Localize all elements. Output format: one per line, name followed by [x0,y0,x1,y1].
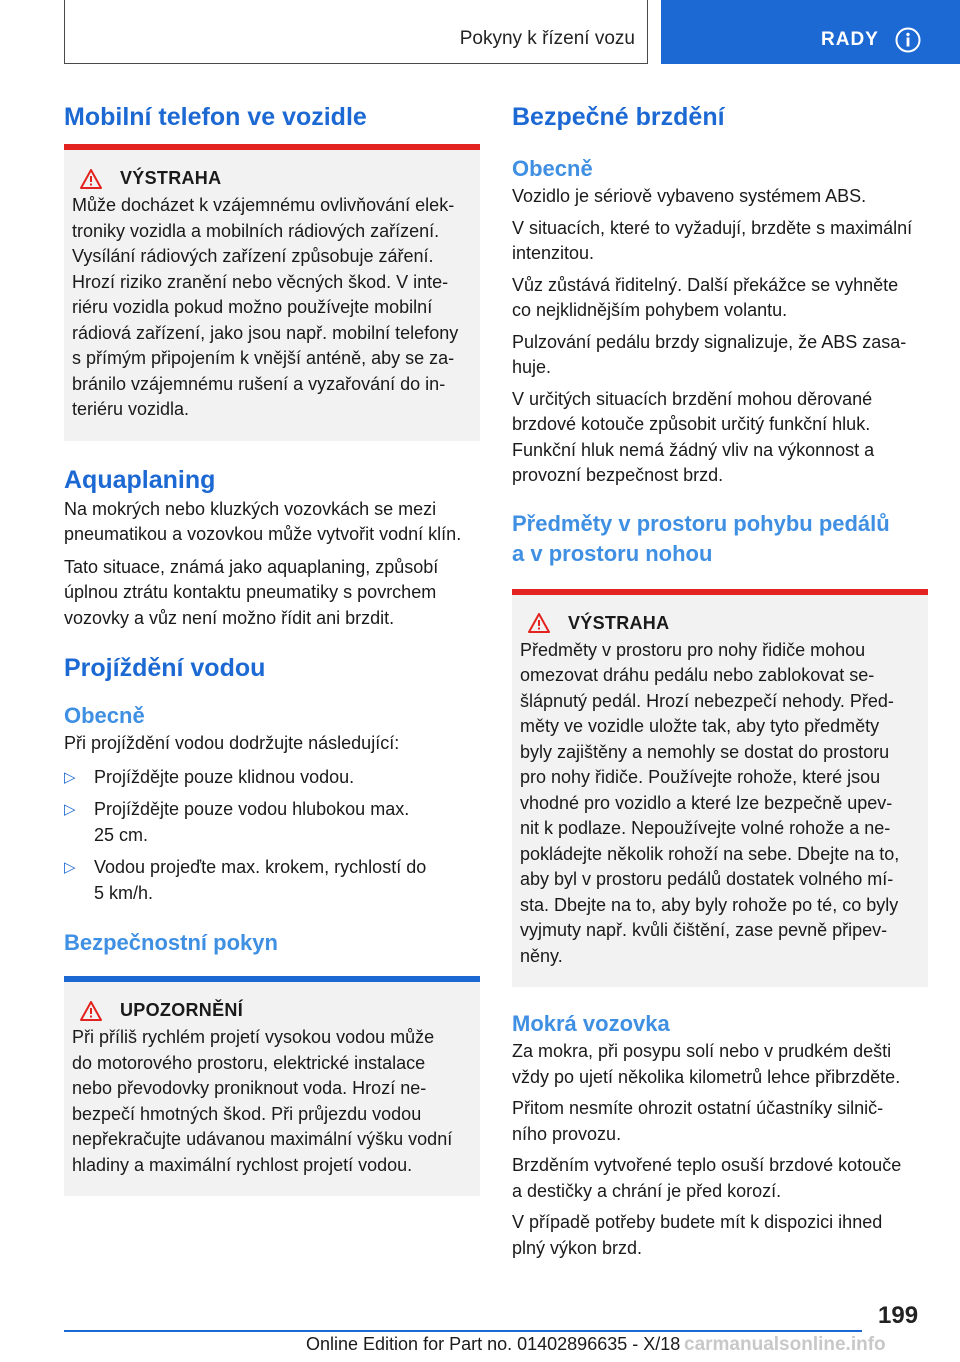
braking-text: Vůz zůstává řiditelný. Další překážce se vyhněte [512,274,899,295]
warning-text-line: Může docházet k vzájemnému ovlivňování elek- [72,195,455,215]
list-item-text: Projíždějte pouze vodou hlubokou max. [94,799,410,819]
water-intro-text: Při projíždění vodou dodržujte následující: [64,733,400,753]
braking-text: Pulzování pedálu brzdy signalizuje, že ABS zasa- [512,331,907,352]
warning-text-line: vhodné pro vozidlo a které lze bezpečně upev- [520,792,893,813]
heading-objects-footwell: Předměty v prostoru pohybu pedálů [512,510,890,536]
wet-road-text: ního provozu. [512,1123,622,1144]
triangle-bullet-icon: ▷ [64,768,76,786]
caution-text-line: hladiny a maximální rychlost projetí vodou. [72,1154,413,1175]
right-column [512,100,928,1261]
wet-road-text: V případě potřeby budete mít k dispozici ihned [512,1212,883,1232]
list-item-text: Projíždějte pouze klidnou vodou. [94,766,355,787]
header-tab-label: RADY [821,29,879,50]
warning-text-line: Předměty v prostoru pro nohy řidiče mohou [520,639,866,660]
braking-text: V určitých situacích brzdění mohou děrované [512,388,873,409]
warning-triangle-icon [80,169,102,189]
warning-text-line: něny. [520,945,563,966]
heading-mobile-phone: Mobilní telefon ve vozidle [64,103,367,131]
triangle-bullet-icon: ▷ [64,801,76,818]
braking-text: V situacích, které to vyžadují, brzděte s maximální [512,217,913,238]
warning-box-mobile [64,144,480,441]
triangle-bullet-icon: ▷ [64,859,76,876]
list-item [64,797,480,848]
caution-text-line: Při příliš rychlém projetí vysokou vodou může [72,1027,435,1047]
warning-text-line: teriéru vozidla. [72,399,190,419]
warning-text-line: pro nohy řidiče. Používejte rohože, které jsou [520,767,881,787]
aquaplaning-text: úplnou ztrátu kontaktu pneumatiky s povrchem [64,582,437,602]
list-item [64,855,480,906]
wet-road-text: vždy po ujetí několika kilometrů lehce přibrzděte. [512,1066,901,1087]
header-tab-rady[interactable] [661,0,960,64]
warning-text-line: Hrozí riziko zranění nebo věcných škod. V inte- [72,271,449,292]
list-item-text: Vodou projeďte max. krokem, rychlostí do [94,857,427,877]
list-item-text: 5 km/h. [94,882,154,903]
warning-text-line: troniky vozidla a mobilních rádiových zařízení. [72,220,440,241]
heading-water-crossing: Projíždění vodou [64,654,266,682]
warning-text-line: šlápnutý pedál. Hrozí nebezpečí nehody. Před- [520,690,894,711]
wet-road-text: Za mokra, při posypu solí nebo v prudkém dešti [512,1041,892,1061]
heading-wet-road: Mokrá vozovka [512,1011,670,1036]
warning-text-line: nit k podlaze. Nepoužívejte volné rohože a ne- [520,818,891,838]
warning-text-line: riéru vozidla pokud možno používejte mobilní [72,297,433,317]
heading-aquaplaning: Aquaplaning [64,465,216,494]
braking-text: provozní bezpečnost brzd. [512,465,724,485]
warning-text-line: pokládejte několik rohoží na sebe. Dbejte na to, [520,843,900,864]
wet-road-text: a destičky a chrání je před korozí. [512,1180,782,1201]
braking-text: Funkční hluk nemá žádný vliv na výkonnost a [512,439,875,460]
warning-text-line: měty ve vozidle uložte tak, aby tyto předměty [520,716,880,736]
warning-text-line: s přímým připojením k vnější anténě, aby se za- [72,348,455,368]
watermark: carmanualsonline.info [684,1334,886,1355]
aquaplaning-text: Tato situace, známá jako aquaplaning, způsobí [64,556,439,577]
caution-text-line: bezpečí hmotných škod. Při průjezdu vodou [72,1103,422,1124]
braking-text: co nejklidnějším pohybem volantu. [512,300,788,320]
warning-box-objects [512,589,928,988]
warning-text-line: Vysílání rádiových zařízení způsobuje záření. [72,246,434,266]
warning-triangle-icon [80,1001,102,1021]
header-section-box [64,0,648,64]
list-item-text: 25 cm. [94,824,149,845]
aquaplaning-text: pneumatikou a vozovkou může vytvořit vodní klín. [64,524,462,544]
footer-divider [64,1330,862,1332]
warning-text-line: byly zajištěny a nemohly se dostat do prostoru [520,741,890,762]
wet-road-text: Brzděním vytvořené teplo osuší brzdové kotouče [512,1155,902,1175]
subheading-general: Obecně [512,156,593,181]
aquaplaning-text: Na mokrých nebo kluzkých vozovkách se mezi [64,498,437,519]
caution-text-line: nebo převodovky proniknout voda. Hrozí ne- [72,1078,427,1098]
wet-road-text: plný výkon brzd. [512,1237,643,1258]
header-section-title: Pokyny k řízení vozu [459,28,635,49]
warning-triangle-icon [528,613,550,633]
warning-text-line: omezovat dráhu pedálu nebo zablokovat se- [520,665,875,685]
braking-text: huje. [512,357,552,377]
heading-safety-note: Bezpečnostní pokyn [64,930,278,955]
wet-road-text: Přitom nesmíte ohrozit ostatní účastníky silnič- [512,1098,884,1118]
warning-text-line: aby byl v prostoru pedálů dostatek volného mí- [520,869,894,889]
list-item [64,765,480,791]
heading-safe-braking: Bezpečné brzdění [512,103,725,131]
caution-text-line: do motorového prostoru, elektrické instalace [72,1052,426,1073]
warning-text-line: sta. Dbejte na to, aby byly rohože po té, co byly [520,894,899,915]
braking-text: intenzitou. [512,243,595,263]
caution-text-line: nepřekračujte udávanou maximální výšku vodní [72,1129,453,1149]
footer-edition: Online Edition for Part no. 01402896635 - X/18 [306,1334,681,1354]
caution-box-water [64,976,480,1196]
left-column [64,100,480,1196]
warning-text-line: rádiová zařízení, jako jsou např. mobilní telefony [72,322,459,343]
heading-objects-footwell: a v prostoru nohou [512,540,713,566]
warning-text-line: vyjmuty např. kvůli čištění, zase pevně připev- [520,920,888,940]
subheading-general: Obecně [64,703,145,728]
warning-title: VÝSTRAHA [568,612,670,633]
page-number: 199 [878,1302,919,1329]
braking-text: brzdové kotouče způsobit určitý funkční hluk. [512,414,871,434]
warning-title: VÝSTRAHA [120,168,222,188]
caution-title: UPOZORNĚNÍ [120,1000,244,1020]
braking-text: Vozidlo je sériově vybaveno systémem ABS. [512,186,867,206]
warning-text-line: bránilo vzájemnému rušení a vyzařování do in- [72,373,446,394]
info-circle-icon[interactable] [895,27,921,53]
aquaplaning-text: vozovky a vůz není možno řídit ani brzdit. [64,607,395,628]
